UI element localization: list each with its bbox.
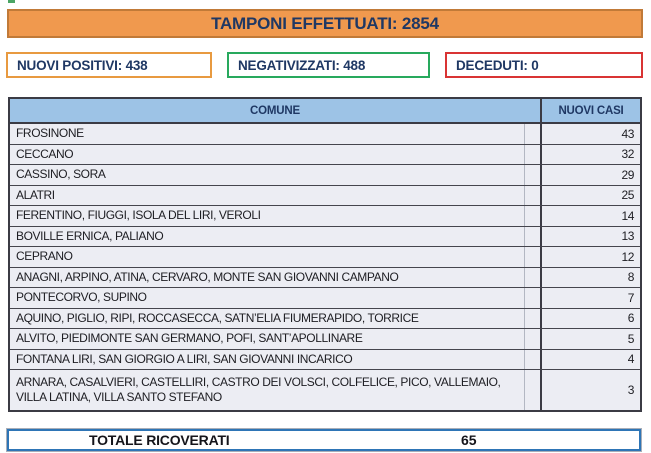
- table-row: [10, 186, 640, 207]
- banner-tamponi: [7, 9, 643, 38]
- table-row: [10, 124, 640, 145]
- spacer-cell: [524, 309, 540, 329]
- spacer-cell: [524, 186, 540, 206]
- scan-artifact: [8, 0, 15, 3]
- table-row: [10, 268, 640, 289]
- nuovi-casi-cell: 6: [540, 309, 640, 329]
- nuovi-casi-cell: 29: [540, 165, 640, 185]
- table-row: [10, 329, 640, 350]
- spacer-cell: [524, 329, 540, 349]
- comune-cell: ARNARA, CASALVIERI, CASTELLIRI, CASTRO DEI VOLSCI, COLFELICE, PICO, VALLEMAIO, VILLA LATINA, VILLA SANTO STEFANO: [16, 375, 501, 404]
- table-row: [10, 350, 640, 371]
- spacer-cell: [524, 370, 540, 410]
- nuovi-casi-cell: 43: [540, 124, 640, 144]
- table-row: [10, 309, 640, 330]
- negativizzati-label: NEGATIVIZZATI: 488: [238, 57, 366, 73]
- totale-ricoverati-label: TOTALE RICOVERATI: [89, 432, 230, 448]
- table-row: [10, 247, 640, 268]
- table-row: [10, 288, 640, 309]
- header-comune: COMUNE: [250, 104, 300, 117]
- nuovi-casi-cell: 4: [540, 350, 640, 370]
- table-row: [10, 145, 640, 166]
- comuni-table: [8, 97, 642, 412]
- table-row: [10, 370, 640, 410]
- table-row: [10, 206, 640, 227]
- nuovi-casi-cell: 8: [540, 268, 640, 288]
- comune-cell: PONTECORVO, SUPINO: [16, 290, 147, 305]
- banner-label: TAMPONI EFFETTUATI: 2854: [211, 13, 439, 33]
- comune-cell: ALATRI: [16, 187, 55, 202]
- comune-cell: AQUINO, PIGLIO, RIPI, ROCCASECCA, SATN’ELIA FIUMERAPIDO, TORRICE: [16, 310, 419, 325]
- totale-ricoverati-box: [7, 429, 641, 451]
- spacer-cell: [524, 288, 540, 308]
- comune-cell: ANAGNI, ARPINO, ATINA, CERVARO, MONTE SAN GIOVANNI CAMPANO: [16, 269, 399, 284]
- table-row: [10, 227, 640, 248]
- nuovi-casi-cell: 32: [540, 145, 640, 165]
- spacer-cell: [524, 227, 540, 247]
- nuovi-casi-cell: 25: [540, 186, 640, 206]
- comune-cell: CEPRANO: [16, 249, 73, 264]
- nuovi-casi-cell: 14: [540, 206, 640, 226]
- deceduti-label: DECEDUTI: 0: [456, 57, 539, 73]
- nuovi-casi-cell: 7: [540, 288, 640, 308]
- nuovi-casi-cell: 5: [540, 329, 640, 349]
- nuovi-casi-cell: 13: [540, 227, 640, 247]
- spacer-cell: [524, 165, 540, 185]
- spacer-cell: [524, 145, 540, 165]
- spacer-cell: [524, 247, 540, 267]
- comune-cell: BOVILLE ERNICA, PALIANO: [16, 228, 164, 243]
- table-header-row: [10, 99, 640, 124]
- spacer-cell: [524, 350, 540, 370]
- nuovi-positivi-label: NUOVI POSITIVI: 438: [17, 57, 148, 73]
- stat-box-negativizzati: [227, 52, 430, 78]
- comune-cell: ALVITO, PIEDIMONTE SAN GERMANO, POFI, SANT’APOLLINARE: [16, 331, 363, 346]
- table-row: [10, 165, 640, 186]
- comune-cell: FONTANA LIRI, SAN GIORGIO A LIRI, SAN GIOVANNI INCARICO: [16, 351, 353, 366]
- comune-cell: CASSINO, SORA: [16, 167, 106, 182]
- stat-box-deceduti: [445, 52, 643, 78]
- spacer-cell: [524, 124, 540, 144]
- spacer-cell: [524, 268, 540, 288]
- nuovi-casi-cell: 3: [540, 370, 640, 410]
- spacer-cell: [524, 206, 540, 226]
- comune-cell: FERENTINO, FIUGGI, ISOLA DEL LIRI, VEROLI: [16, 208, 261, 223]
- header-nuovi-casi: NUOVI CASI: [540, 99, 640, 122]
- comune-cell: CECCANO: [16, 146, 74, 161]
- stat-box-nuovi-positivi: [6, 52, 212, 78]
- comune-cell: FROSINONE: [16, 126, 84, 141]
- nuovi-casi-cell: 12: [540, 247, 640, 267]
- totale-ricoverati-value: 65: [461, 432, 477, 448]
- table-body: [10, 124, 640, 410]
